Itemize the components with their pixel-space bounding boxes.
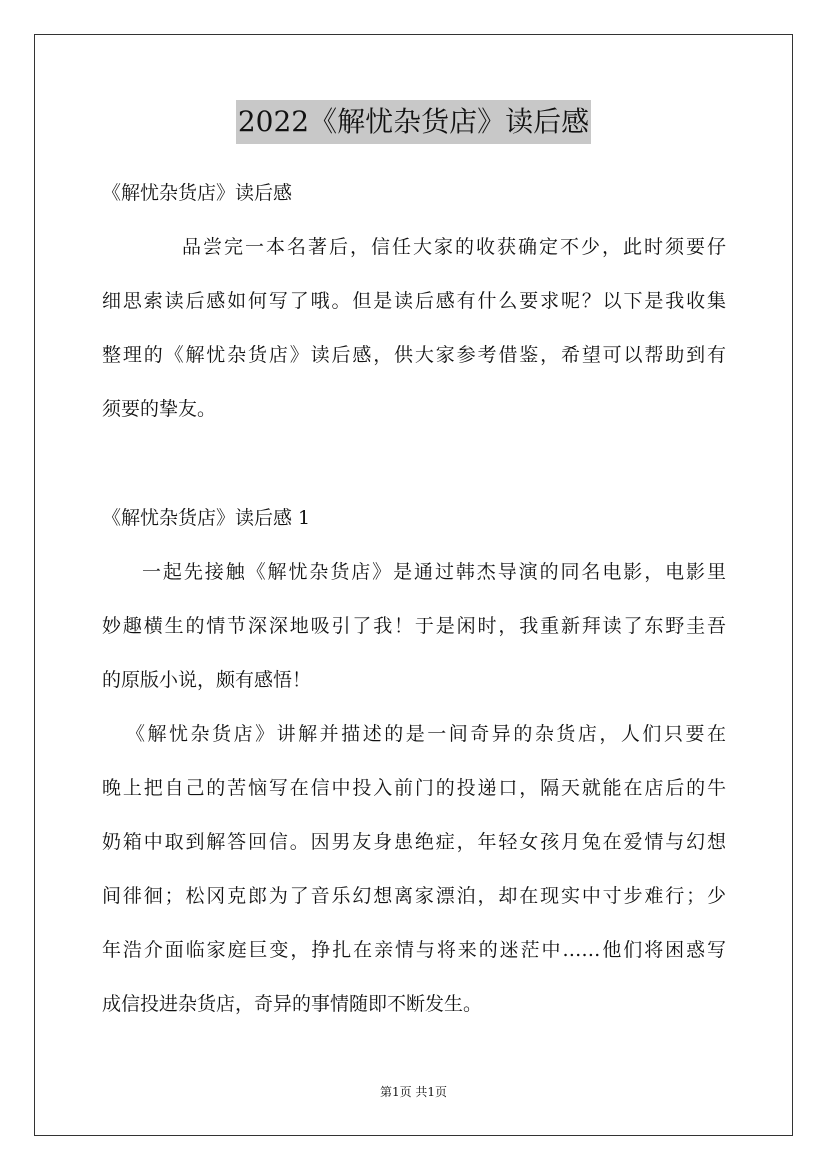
paragraph2-line-3: 奶箱中取到解答回信。因男友身患绝症，年轻女孩月兔在爱情与幻想 xyxy=(102,831,726,853)
intro-line-4: 须要的挚友。 xyxy=(102,398,217,420)
paragraph2-line-5: 年浩介面临家庭巨变，挣扎在亲情与将来的迷茫中……他们将困惑写 xyxy=(102,939,726,961)
intro-line-3: 整理的《解忧杂货店》读后感，供大家参考借鉴，希望可以帮助到有 xyxy=(102,344,726,366)
paragraph2-line-1: 《解忧杂货店》讲解并描述的是一间奇异的杂货店，人们只要在 xyxy=(126,723,726,745)
paragraph2-line-4: 间徘徊；松冈克郎为了音乐幻想离家漂泊，却在现实中寸步难行；少 xyxy=(102,885,726,907)
paragraph1-line-1: 一起先接触《解忧杂货店》是通过韩杰导演的同名电影，电影里 xyxy=(142,561,726,583)
paragraph2-line-2: 晚上把自己的苦恼写在信中投入前门的投递口，隔天就能在店后的牛 xyxy=(102,777,726,799)
page-footer: 第1页 共1页 xyxy=(379,1085,448,1099)
intro-line-2: 细思索读后感如何写了哦。但是读后感有什么要求呢？以下是我收集 xyxy=(102,290,726,312)
intro-line-1: 品尝完一本名著后，信任大家的收获确定不少，此时须要仔 xyxy=(182,236,726,258)
document-title: 2022《解忧杂货店》读后感 xyxy=(236,100,591,144)
paragraph2-line-6: 成信投进杂货店，奇异的事情随即不断发生。 xyxy=(102,993,483,1015)
section-heading: 《解忧杂货店》读后感 1 xyxy=(102,507,311,529)
title-container xyxy=(0,100,827,144)
paragraph1-line-2: 妙趣横生的情节深深地吸引了我！于是闲时，我重新拜读了东野圭吾 xyxy=(102,615,726,637)
subheading: 《解忧杂货店》读后感 xyxy=(102,182,293,204)
paragraph1-line-3: 的原版小说，颇有感悟！ xyxy=(102,669,312,691)
